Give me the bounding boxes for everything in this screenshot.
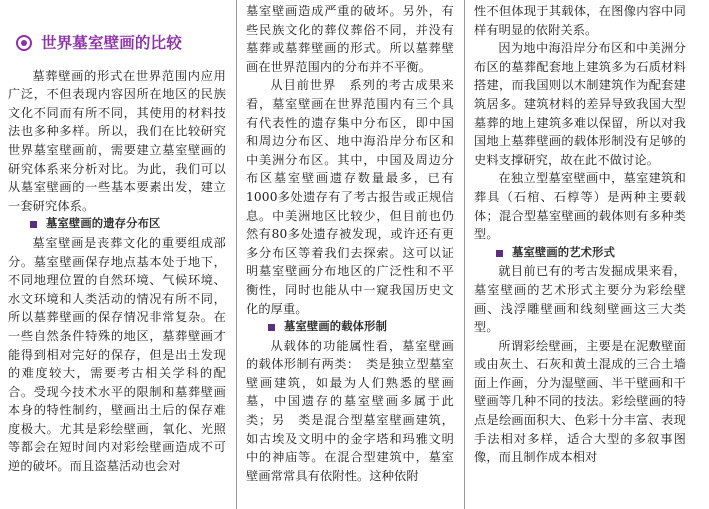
section-heading <box>474 244 686 263</box>
paragraph: 所谓彩绘壁画，主要是在泥敷壁面或由灰土、石灰和黄土混成的三合土墙面上作画，分为湿壁画、半干壁画和干壁画等几种不同的技法。彩绘壁画的特点是绘画面积大、色彩十分丰富、表现手法相对多样，适合大型的多叙事图像，而且制作成本相对 <box>474 338 686 465</box>
paragraph: 在独立型墓室壁画中，墓室建筑和葬具（石棺、石椁等）是两种主要载体；混合型墓室壁画的载体则有多种类型。 <box>474 171 686 242</box>
section-heading-text: 墓室壁画的载体形制 <box>284 320 388 334</box>
column-2 <box>246 0 454 509</box>
column-divider <box>464 0 465 509</box>
section-heading <box>246 318 454 337</box>
square-bullet-icon <box>496 250 503 257</box>
square-bullet-icon <box>268 324 275 331</box>
paragraph: 墓室壁画是丧葬文化的重要组成部分。墓室壁画保存地点基本处于地下，不同地理位置的自然环境、气候环境、水文环境和人类活动的情况有所不同，所以墓葬壁画的保存情况非常复杂。在一些自然条件特殊的地区，墓葬壁画才能得到相对完好的保存，但是出土发现的难度较大，需要考古相关学科的配合。受现今技术水平的限制和墓葬壁画本身的特性制约，壁画出土后的保存难度极大。尤其是彩绘壁画，氧化、光照等都会在短时间内对彩绘壁画造成不可逆的破坏。而且盗墓活动也会对 <box>8 235 226 474</box>
article-title <box>16 34 226 53</box>
section-heading-text: 墓室壁画的遗存分布区 <box>46 217 161 231</box>
column-3 <box>474 0 686 509</box>
section-heading-text: 墓室壁画的艺术形式 <box>512 245 616 259</box>
paragraph-continued: 性不但体现于其载体，在图像内容中同样有明显的依附关系。 <box>474 4 686 37</box>
paragraph: 从目前世界 系列的考古成果来看，墓室壁画在世界范围内有三个具有代表性的遗存集中分布区，即中国和周边分布区、地中海沿岸分布区和中美洲分布区。其中，中国及周边分布区墓室壁画遗存数量最多，已有1000多处遗存有了考古报告或正规信息。中美洲地区比较少，但目前也仍然有80多处遗存被发现，或许还有更多分布区等着我们去探索。这可以证明墓室壁画分布地区的广泛性和不平衡性，同时也能从中一窥我国历史文化的厚重。 <box>246 78 454 316</box>
section-heading <box>8 215 226 234</box>
paragraph: 因为地中海沿岸分布区和中美洲分布区的墓葬配套地上建筑多为石质材料搭建，而我国则以木制建筑作为配套建筑居多。建筑材料的差异导致我国大型墓葬的地上建筑多难以保留，所以对我国地上墓葬壁画的载体形制没有足够的史料支撑研究，故在此不做讨论。 <box>474 41 686 167</box>
square-bullet-icon <box>30 221 37 228</box>
paragraph: 就目前已有的考古发掘成果来看，墓室壁画的艺术形式主要分为彩绘壁画、浅浮雕壁画和线刻壁画这三大类型。 <box>474 264 686 335</box>
target-bullet-icon <box>16 35 32 51</box>
paragraph: 从载体的功能属性看，墓室壁画的载体形制有两类： 类是独立型墓室壁画建筑，如最为人们熟悉的壁画墓，中国遗存的墓室壁画多属于此类；另 类是混合型墓室壁画建筑，如古埃及文明中的金字塔和玛雅文明中的神庙等。在混合型建筑中，墓室壁画常常具有依附性。这种依附 <box>246 338 454 483</box>
article-title-text: 世界墓室壁画的比较 <box>41 34 182 52</box>
paragraph: 墓葬壁画的形式在世界范围内应用广泛，不但表现内容因所在地区的民族文化不同而有所不同，其使用的材料技法也多种多样。所以，我们在比较研究世界墓室壁画前，需要建立墓室壁画的研究体系来分析对比。为此，我们可以从墓室壁画的一些基本要素出发，建立一套研究体系。 <box>8 68 226 213</box>
paragraph-continued: 墓室壁画造成严重的破坏。另外，有些民族文化的葬仪葬俗不同，并没有墓葬或墓葬壁画的形式。所以墓葬壁画在世界范围内的分布并不平衡。 <box>246 4 454 74</box>
column-1 <box>8 0 226 509</box>
column-divider <box>236 0 237 509</box>
